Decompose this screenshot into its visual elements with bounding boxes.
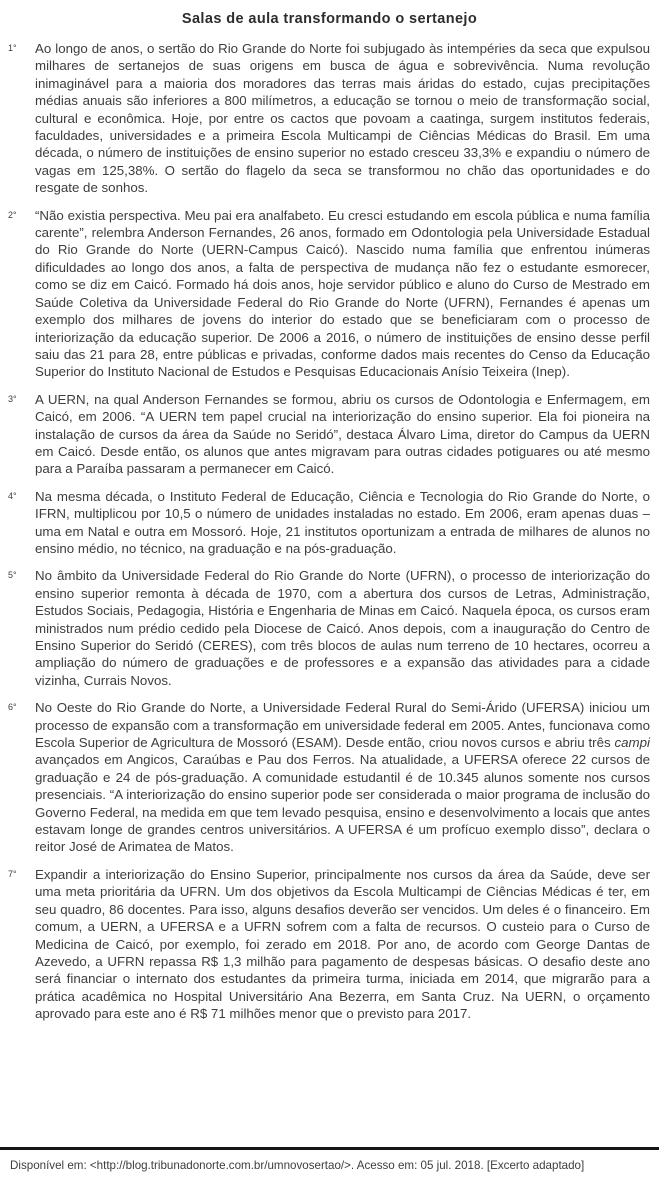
paragraph-7 [0, 866, 659, 1023]
paragraph-text: Expandir a interiorização do Ensino Superior, principalmente nos cursos da área da Saúde, deve ser uma meta prioritária da UFRN. Um dos objetivos da Escola Multicampi de Ciências Médicas é ter, em seu quadro, 86 docentes. Para isso, alguns desafios deverão ser vencidos. Um deles é o financeiro. Em comum, a UERN, a UFERSA e a UFRN sofrem com a falta de recursos. O custeio para o Curso de Medicina de Caicó, por exemplo, foi zerado em 2018. Por ano, de acordo com George Dantas de Azevedo, a UFRN repassa R$ 1,3 milhão para pagamento de despesas básicas. O desafio deste ano será financiar o internato dos estudantes da primeira turma, iniciada em 2014, que migrarão para a prática acadêmica no Hospital Universitário Ana Bezerra, em Santa Cruz. Na UERN, o orçamento aprovado para este ano é R$ 71 milhões menor que o previsto para 2017. [35, 866, 650, 1022]
paragraph-text: A UERN, na qual Anderson Fernandes se formou, abriu os cursos de Odontologia e Enfermagem, em Caicó, em 2006. “A UERN tem papel crucial na interiorização do ensino superior. Ela foi pioneira na instalação de cursos da área da Saúde no Seridó”, destaca Álvaro Lima, diretor do Campus da UERN em Caicó. Desde então, os alunos que antes migravam para outras cidades potiguares ou até mesmo para a Paraíba passaram a permanecer em Caicó. [35, 391, 650, 477]
paragraph-text: No Oeste do Rio Grande do Norte, a Universidade Federal Rural do Semi-Árido (UFERSA) iniciou um processo de expansão com a transformação em universidade federal em 2005. Antes, funcionava como Escola Superior de Agricultura de Mossoró (ESAM). Desde então, criou novos cursos e abriu três campi avançados em Angicos, Caraúbas e Pau dos Ferros. Na atualidade, a UFERSA oferece 22 cursos de graduação e 24 de pós-graduação. A comunidade estudantil é de 10.345 alunos somente nos cursos presenciais. “A interiorização do ensino superior pode ser considerada o maior programa de inclusão do Governo Federal, na medida em que tem levado pesquisa, ensino e desenvolvimento a locais que antes estavam longe de grandes centros universitários. A UFERSA é um profícuo exemplo disso”, declara o reitor José de Arimatea de Matos. [35, 700, 650, 855]
page-title: Salas de aula transformando o sertanejo [181, 11, 478, 27]
paragraph-number: 7° [8, 868, 17, 879]
paragraph-number: 1° [8, 43, 17, 53]
paragraph-number: 2° [8, 209, 17, 220]
paragraph-text: Ao longo de anos, o sertão do Rio Grande do Norte foi subjugado às intempéries da seca que expulsou milhares de sertanejos de suas origens em busca de água e sobrevivência. Numa revolução inimaginável para a maioria dos moradores das terras mais áridas do estado, cujas precipitações médias anuais são inferiores a 800 milímetros, a educação se tornou o meio de transformação social, cultural e econômica. Hoje, por entre os cactos que povoam a caatinga, surgem institutos federais, faculdades, universidades e a primeira Escola Multicampi de Ciências Médicas do Brasil. Em uma década, o número de instituições de ensino superior no estado cresceu 33,3% e expandiu o número de vagas em 125,38%. O sertão do flagelo da seca se transformou no chão das oportunidades e do resgate de sonhos. [35, 41, 650, 196]
paragraph-list [0, 40, 659, 1023]
paragraph-number: 6° [8, 702, 17, 713]
paragraph-number: 5° [8, 570, 17, 581]
paragraph-text: No âmbito da Universidade Federal do Rio Grande do Norte (UFRN), o processo de interiorização do ensino superior remonta à década de 1970, com a abertura dos cursos de Letras, Administração, Estudos Sociais, Pedagogia, História e Engenharia de Minas em Caicó. Naquela época, os cursos eram ministrados num prédio cedido pela Diocese de Caicó. Anos depois, com a inauguração do Centro de Ensino Superior do Seridó (CERES), com três blocos de aulas num terreno de 10 hectares, ocorreu a ampliação do número de graduações e de professores e a expansão das atividades para a cidade vizinha, Currais Novos. [35, 568, 650, 688]
paragraph-6 [0, 699, 659, 856]
paragraph-4 [0, 488, 659, 558]
page-footer [0, 1147, 659, 1173]
paragraph-5 [0, 567, 659, 689]
paragraph-text: Na mesma década, o Instituto Federal de Educação, Ciência e Tecnologia do Rio Grande do Norte, o IFRN, multiplicou por 10,5 o número de unidades instaladas no estado. Em 2006, eram apenas duas – uma em Natal e outra em Mossoró. Hoje, 21 institutos oportunizam a entrada de milhares de alunos no ensino médio, no técnico, na graduação e na pós-graduação. [35, 488, 650, 556]
source-citation: Disponível em: <http://blog.tribunadonorte.com.br/umnovosertao/>. Acesso em: 05 jul. 2018. [Excerto adaptado] [10, 1159, 585, 1172]
paragraph-text: “Não existia perspectiva. Meu pai era analfabeto. Eu cresci estudando em escola pública e numa família carente”, relembra Anderson Fernandes, 26 anos, formado em Odontologia pela Universidade Estadual do Rio Grande do Norte (UERN-Campus Caicó). Nascido numa família que enfrentou inúmeras dificuldades ao longo dos anos, a falta de perspectiva de mudança não fez o estudante esmorecer, como se diz em Caicó. Formado há dois anos, hoje servidor público e aluno do Curso de Mestrado em Saúde Coletiva da Universidade Federal do Rio Grande do Norte (UFRN), Fernandes é apenas um exemplo dos milhares de jovens do interior do estado que se beneficiaram com o processo de interiorização da educação superior. De 2006 a 2016, o número de instituições de ensino desse perfil saiu das 21 para 28, entre públicas e privadas, conforme dados mais recentes do Censo da Educação Superior do Instituto Nacional de Estudos e Pesquisas Educacionais Anísio Teixeira (Inep). [35, 207, 650, 380]
paragraph-1 [0, 40, 659, 197]
paragraph-3 [0, 391, 659, 478]
paragraph-2 [0, 207, 659, 381]
paragraph-number: 4° [8, 490, 17, 501]
paragraph-number: 3° [8, 393, 17, 404]
